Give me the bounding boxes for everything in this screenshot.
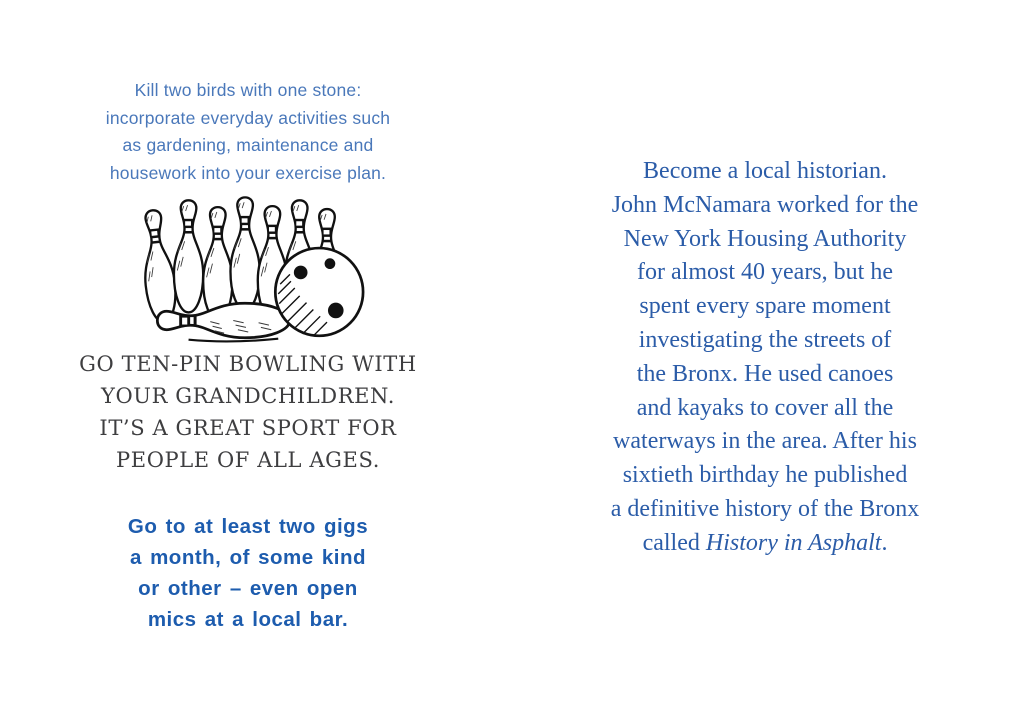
tip-line: as gardening, maintenance and bbox=[122, 135, 374, 155]
left-page bbox=[0, 0, 496, 714]
right-page bbox=[510, 0, 1020, 714]
tip-line: incorporate everyday activities such bbox=[105, 107, 391, 128]
gig-line: mics at a local bar. bbox=[147, 608, 349, 631]
book-title-suffix: . bbox=[881, 529, 888, 556]
gig-line: Go to at least two gigs bbox=[127, 515, 369, 538]
bowling-ball bbox=[275, 248, 363, 336]
caps-line: PEOPLE OF ALL AGES. bbox=[116, 448, 380, 472]
body-line: for almost 40 years, but he bbox=[637, 259, 893, 286]
body-line: the Bronx. He used canoes bbox=[636, 360, 894, 387]
body-line: and kayaks to cover all the bbox=[636, 394, 894, 421]
caps-line: GO TEN-PIN BOWLING WITH bbox=[79, 352, 417, 376]
body-line: John McNamara worked for the bbox=[611, 191, 919, 218]
tip-line: Kill two birds with one stone: bbox=[134, 80, 362, 100]
caps-line: IT’S A GREAT SPORT FOR bbox=[99, 416, 397, 440]
historian-passage bbox=[510, 155, 1020, 561]
bowling-pins-and-ball-illustration bbox=[132, 194, 366, 346]
fallen-pin-shadow bbox=[189, 339, 279, 342]
gig-line: or other – even open bbox=[138, 577, 358, 600]
tip-line: housework into your exercise plan. bbox=[109, 162, 387, 183]
body-line: investigating the streets of bbox=[638, 326, 892, 353]
fallen-pin bbox=[157, 302, 289, 339]
body-line-last bbox=[510, 527, 1020, 561]
body-line: a definitive history of the Bronx bbox=[610, 495, 920, 522]
body-line: spent every spare moment bbox=[639, 293, 891, 320]
body-line: sixtieth birthday he published bbox=[622, 462, 908, 489]
caps-line: YOUR GRANDCHILDREN. bbox=[101, 384, 395, 408]
body-line: Become a local historian. bbox=[643, 158, 887, 184]
gig-line: a month, of some kind bbox=[129, 546, 367, 569]
book-title: History in Asphalt bbox=[705, 529, 882, 556]
book-title-prefix: called bbox=[642, 529, 706, 556]
exercise-tip-text bbox=[0, 77, 496, 187]
bowling-illustration-svg bbox=[132, 194, 366, 346]
bowling-caption-text bbox=[0, 348, 496, 476]
body-line: New York Housing Authority bbox=[623, 225, 907, 252]
body-line: waterways in the area. After his bbox=[613, 428, 917, 455]
gig-tip-text bbox=[0, 511, 496, 635]
